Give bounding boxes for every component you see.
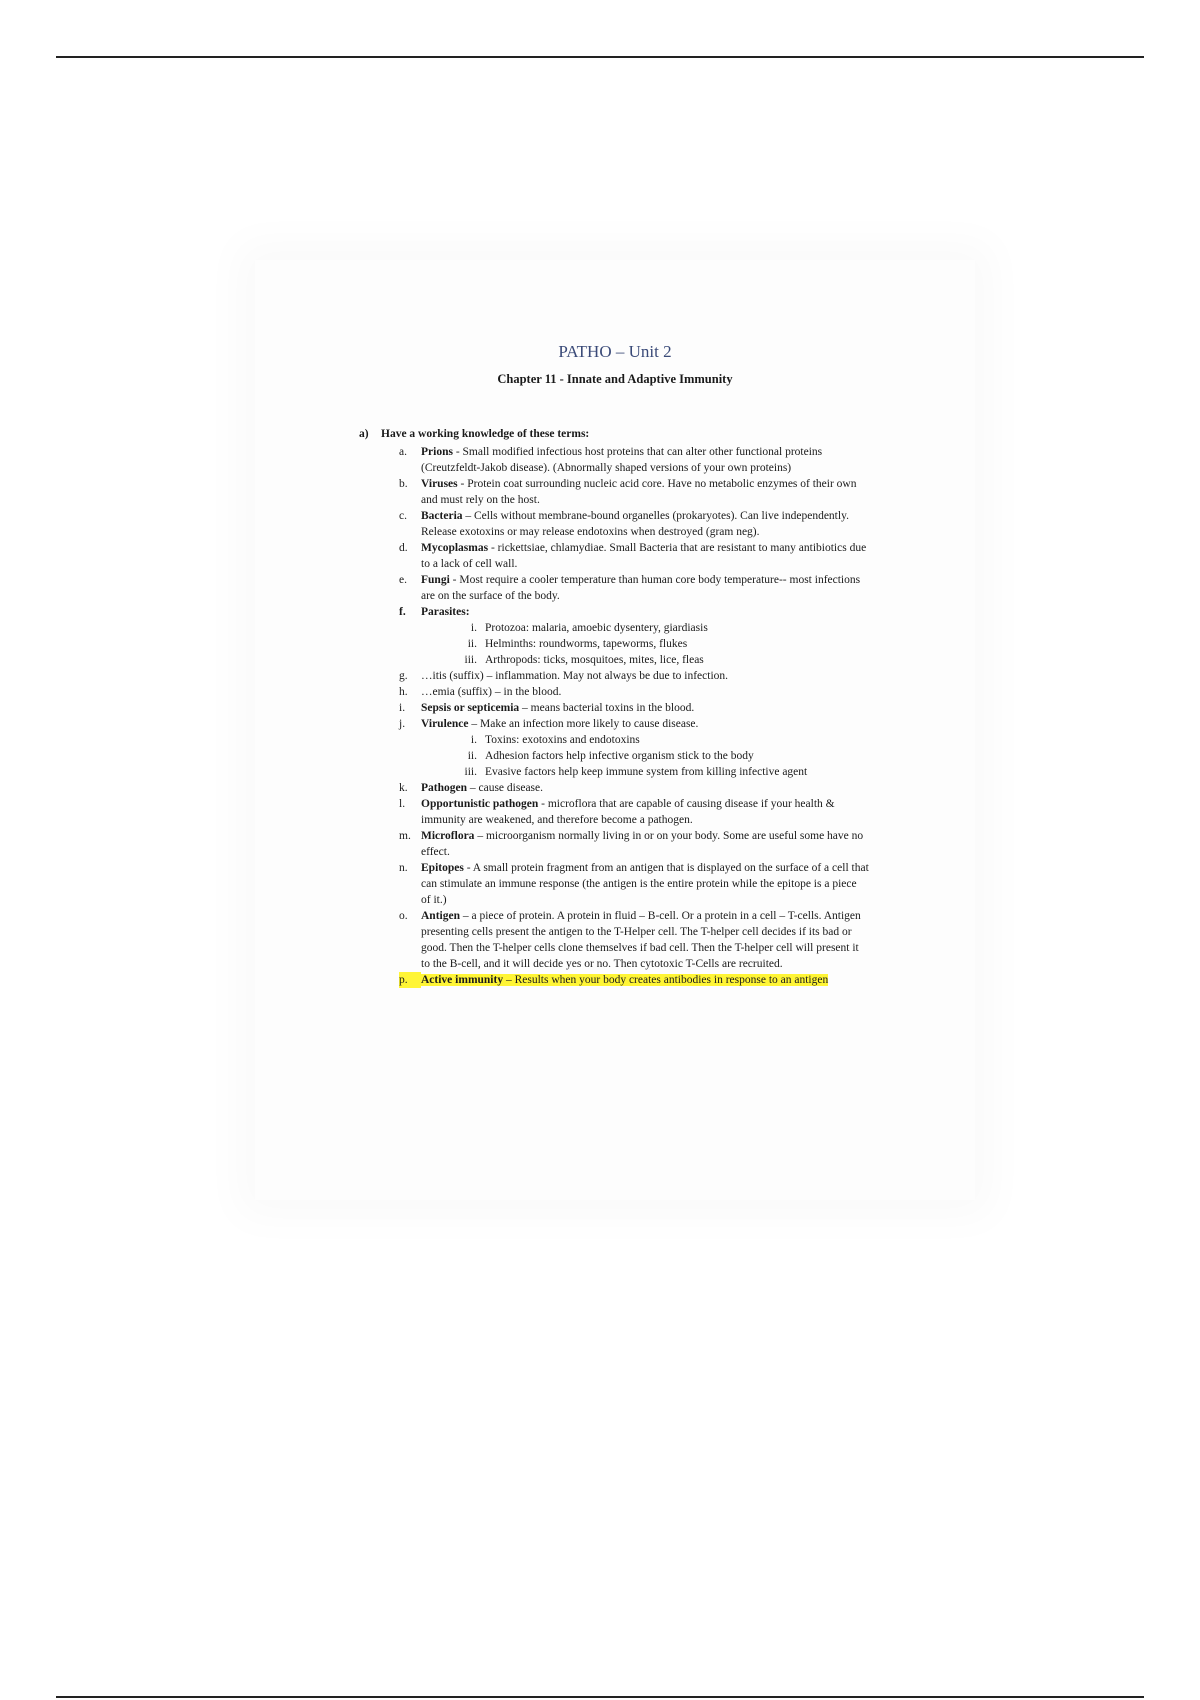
definition: – Cells without membrane-bound organelles (prokaryotes). Can live independently. Release exotoxins or may release endotoxins when destroyed (gram neg).	[421, 510, 849, 538]
list-item	[399, 700, 869, 716]
sub-definition: Evasive factors help keep immune system from killing infective agent	[485, 766, 808, 778]
sub-definition: Adhesion factors help infective organism stick to the body	[485, 750, 754, 762]
item-marker: i.	[399, 702, 406, 714]
definition: …emia (suffix) – in the blood.	[421, 686, 562, 698]
term: Bacteria	[421, 510, 463, 522]
definition: – means bacterial toxins in the blood.	[519, 702, 695, 714]
term: Pathogen	[421, 782, 467, 794]
section-heading-text: Have a working knowledge of these terms:	[381, 428, 590, 440]
sub-marker: ii.	[467, 638, 477, 650]
item-marker: g.	[399, 670, 408, 682]
section-heading	[359, 426, 869, 442]
item-marker: j.	[399, 718, 406, 730]
term: Active immunity	[421, 974, 504, 986]
definition: – a piece of protein. A protein in fluid – B-cell. Or a protein in a cell – T-cells. Antigen presenting cells present the antigen to the T-Helper cell. The T-helper cell decides if its bad or good. Then the T-helper cells clone themselves if bad cell. Then the T-helper cell will present it to the B-cell, and it will decide yes or no. Then cytotoxic T-Cells are recruited.	[421, 910, 861, 970]
term: Antigen	[421, 910, 460, 922]
sub-definition: Helminths: roundworms, tapeworms, flukes	[485, 638, 688, 650]
list-item	[399, 476, 869, 508]
definition: - Protein coat surrounding nucleic acid core. Have no metabolic enzymes of their own and must rely on the host.	[421, 478, 857, 506]
term: Opportunistic pathogen	[421, 798, 539, 810]
sub-list-item	[443, 652, 869, 668]
list-item	[399, 604, 869, 668]
term: Viruses	[421, 478, 458, 490]
sub-marker: i.	[470, 622, 477, 634]
term: Parasites:	[421, 606, 470, 618]
document-page	[255, 260, 975, 1200]
item-marker: c.	[399, 510, 407, 522]
term: Epitopes	[421, 862, 464, 874]
item-marker: k.	[399, 782, 408, 794]
term: Mycoplasmas	[421, 542, 489, 554]
sub-definition: Protozoa: malaria, amoebic dysentery, giardiasis	[485, 622, 708, 634]
term: Microflora	[421, 830, 475, 842]
highlighted-text	[421, 974, 828, 986]
chapter-heading: Chapter 11 - Innate and Adaptive Immunity	[497, 372, 733, 386]
sub-list-item	[443, 620, 869, 636]
top-rule	[56, 56, 1144, 58]
item-marker: f.	[399, 606, 406, 618]
definition: – Results when your body creates antibodies in response to an antigen	[503, 974, 829, 986]
sub-definition: Toxins: exotoxins and endotoxins	[485, 734, 640, 746]
list-item	[399, 908, 869, 972]
sub-definition: Arthropods: ticks, mosquitoes, mites, lice, fleas	[485, 654, 704, 666]
item-marker: h.	[399, 686, 408, 698]
sub-list-item	[443, 732, 869, 748]
term: Prions	[421, 446, 453, 458]
sub-marker: iii.	[464, 654, 477, 666]
section-marker: a)	[359, 428, 369, 440]
item-marker: l.	[399, 798, 406, 810]
definition: – Make an infection more likely to cause disease.	[468, 718, 699, 730]
virulence-sublist	[421, 732, 869, 780]
list-item	[399, 668, 869, 684]
definition: - A small protein fragment from an antigen that is displayed on the surface of a cell that can stimulate an immune response (the antigen is the entire protein while the epitope is a piece of it.)	[421, 862, 869, 906]
item-marker: d.	[399, 542, 408, 554]
term: Virulence	[421, 718, 469, 730]
item-marker: n.	[399, 862, 408, 874]
list-item	[399, 796, 869, 828]
definition: - rickettsiae, chlamydiae. Small Bacteria that are resistant to many antibiotics due to a lack of cell wall.	[421, 542, 867, 570]
list-item	[399, 684, 869, 700]
list-item	[399, 860, 869, 908]
list-item	[399, 828, 869, 860]
definition: – cause disease.	[467, 782, 543, 794]
document-title: PATHO – Unit 2	[558, 342, 672, 361]
definition: - microflora that are capable of causing disease if your health & immunity are weakened, and therefore become a pathogen.	[421, 798, 835, 826]
parasites-sublist	[421, 620, 869, 668]
sub-marker: iii.	[464, 766, 477, 778]
list-item	[399, 540, 869, 572]
list-item	[399, 716, 869, 780]
list-item	[399, 508, 869, 540]
sub-list-item	[443, 764, 869, 780]
definition: – microorganism normally living in or on your body. Some are useful some have no effect.	[421, 830, 864, 858]
item-marker: a.	[399, 446, 407, 458]
item-marker: e.	[399, 574, 407, 586]
sub-marker: i.	[470, 734, 477, 746]
definition: - Most require a cooler temperature than human core body temperature-- most infections are on the surface of the body.	[421, 574, 861, 602]
definition: - Small modified infectious host proteins that can alter other functional proteins (Creutzfeldt-Jakob disease). (Abnormally shaped versions of your own proteins)	[421, 446, 823, 474]
terms-section	[359, 426, 869, 988]
item-marker: m.	[399, 830, 411, 842]
item-marker: b.	[399, 478, 408, 490]
sub-list-item	[443, 636, 869, 652]
list-item	[399, 444, 869, 476]
terms-list	[359, 444, 869, 988]
sub-marker: ii.	[467, 750, 477, 762]
highlighted-list-item	[399, 972, 869, 988]
term: Sepsis or septicemia	[421, 702, 520, 714]
bottom-rule	[56, 1696, 1144, 1698]
list-item	[399, 572, 869, 604]
list-item	[399, 780, 869, 796]
sub-list-item	[443, 748, 869, 764]
item-marker: o.	[399, 910, 408, 922]
item-marker: p.	[399, 972, 421, 988]
term: Fungi	[421, 574, 450, 586]
definition: …itis (suffix) – inflammation. May not always be due to infection.	[421, 670, 729, 682]
